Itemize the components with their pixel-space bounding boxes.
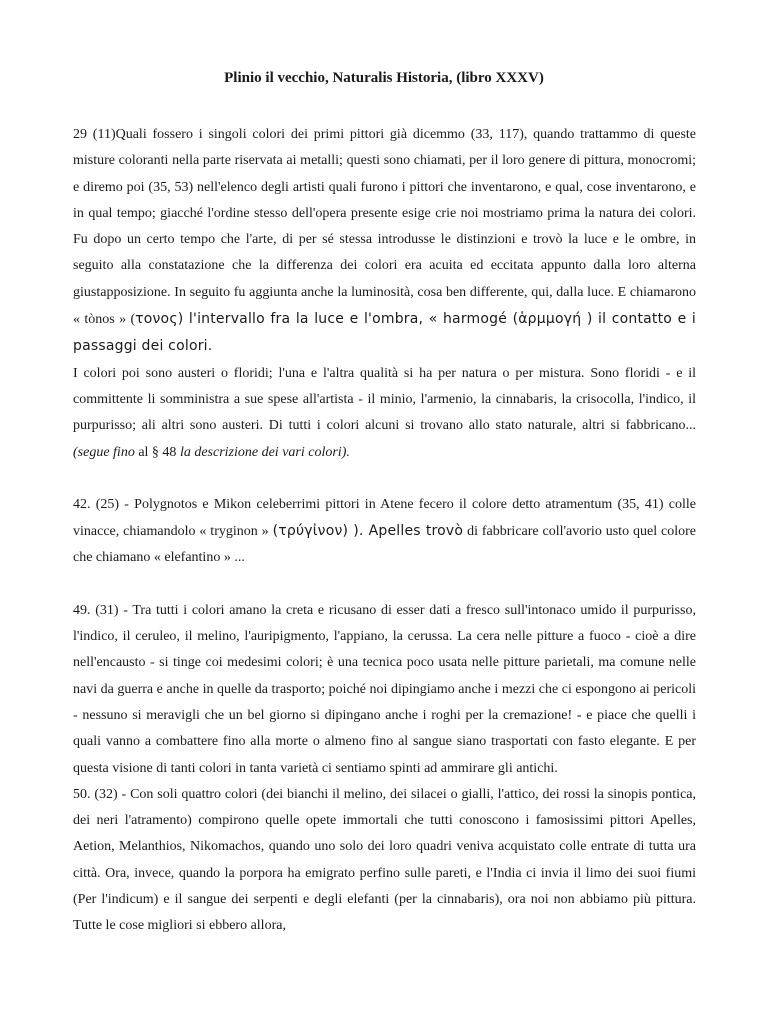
greek-tryginon: (τρύγἰνον) ). Apelles trovò [272, 523, 464, 540]
paragraph-50: 50. (32) - Con soli quattro colori (dei bianchi il melino, dei silacei o gialli, l'attico, dei rossi la sinopis pontica, dei neri l'atramento) compirono quelle opete immortali che tutti conoscono i famosissimi pittori Apelles, Aetion, Melanthios, Nikomachos, quando uno solo dei loro quadri veniva acquistato colle entrate di tutta ura città. Ora, invece, quando la porpora ha emigrato perfino sulle pareti, e l'India ci invia il limo dei suoi fiumi (Per l'indicum) e il sangue dei serpenti e degli elefanti (per la cinnabaris), ora noi non abbiamo più pittura. Tutte le cose migliori si ebbero allora, [73, 786, 696, 934]
paragraph-49: 49. (31) - Tra tutti i colori amano la creta e ricusano di esser dati a fresco sull'intonaco umido il purpurisso, l'indico, il ceruleo, il melino, l'auripigmento, l'appiano, la cerussa. La cera nelle pitture a fuoco - cioè a dire nell'encausto - si tinge coi medesimi colori; è una tecnica poco usata nelle pitture parietali, ma comune nelle navi da guerra e anche in quelle da trasporto; poiché noi dipingiamo anche i mezzi che ci espongono ai pericoli - nessuno si meravigli che un bel giorno si dipingano anche i roghi per la cremazione! - e piace che quelli i quali vanno a combattere fino alla morte o almeno fino al sangue siano trasportati con fasto elegante. E per questa visione di tanti colori in tanta varietà ci sentiamo spinti ad ammirare gli antichi. [73, 602, 696, 776]
paragraph-gap [73, 466, 696, 492]
paragraph-42-text: 42. (25) - Polygnotos e Mikon celeberrimi pittori in Atene fecero il colore detto atramentum (35, 41) colle vinacce, chiamandolo « tryginon » [73, 496, 696, 540]
paragraph-colori [73, 361, 696, 466]
paragraph-42-rest: di fabbricare coll'avorio usto quel colore che chiamano « elefantino » ... [73, 524, 696, 566]
greek-tonos: τονος) [135, 311, 184, 328]
paragraph-42 [73, 492, 696, 572]
paragraph-colori-mid: al § 48 [134, 444, 180, 460]
document-body [73, 122, 696, 940]
paragraph-gap [73, 572, 696, 598]
italic-descrizione: la descrizione dei vari colori). [179, 444, 350, 460]
paragraph-29-rest: l'intervallo fra la luce e l'ombra, « harmogé (ἁρμμογή ) il contatto e i passaggi dei colori. [73, 311, 697, 355]
italic-segue-fino: (segue fino [73, 444, 135, 460]
paragraph-colori-text: I colori poi sono austeri o floridi; l'una e l'altra qualità si ha per natura o per mistura. Sono floridi - e il committente li somministra a sue spese all'artista - il minio, l'armenio, la cinnabaris, la crisocolla, l'indico, il purpurisso; ali altri sono austeri. Di tutti i colori alcuni si trovano allo stato naturale, altri si fabbricano... [73, 365, 696, 434]
page-title: Plinio il vecchio, Naturalis Historia, (libro XXXV) [224, 70, 544, 86]
paragraph-29 [73, 122, 696, 361]
paragraph-29-text: 29 (11)Quali fossero i singoli colori dei primi pittori già dicemmo (33, 117), quando trattammo di queste misture coloranti nella parte riservata ai metalli; questi sono chiamati, per il loro genere di pittura, monocromi; e diremo poi (35, 53) nell'elenco degli artisti quali furono i pittori che inventarono, e qual, cose inventarono, e in qual tempo; giacché l'ordine stesso dell'opera presente esige crie noi mostriamo prima la natura dei colori. Fu dopo un certo tempo che l'arte, di per sé stessa introdusse le distinzioni e trovò la luce e le ombre, in seguito alla constatazione che la differenza dei colori era acuita ed eccitata appunto dalla loro alterna giustapposizione. In seguito fu aggiunta anche la luminosità, cosa ben differente, qui, dalla luce. E chiamarono « tònos » ( [73, 127, 696, 328]
